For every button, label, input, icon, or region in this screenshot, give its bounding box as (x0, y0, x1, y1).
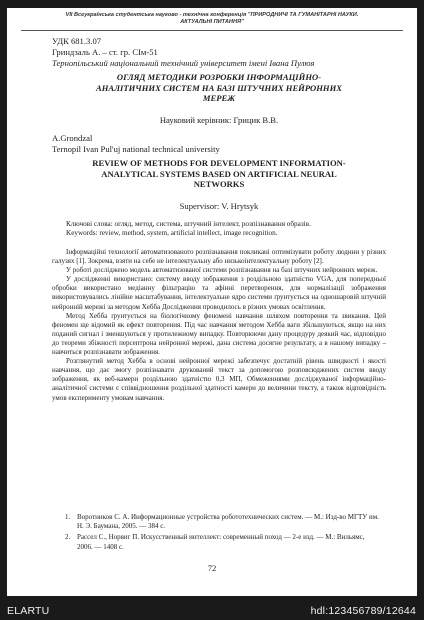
author-block-ua (52, 36, 386, 69)
title-en-line: REVIEW OF METHODS FOR DEVELOPMENT INFORMATION- (92, 158, 346, 168)
keywords-block (52, 220, 386, 238)
document-page (7, 8, 417, 596)
title-en-line: NETWORKS (193, 179, 245, 189)
affiliation-en: Ternopil Ivan Pul'uj national technical university (52, 144, 220, 154)
body-paragraph: Розглянутий метод Хебба в основі нейронної мережі забезпечує достатній рівень швидкості і якості навчання, що дає змогу розпізнавати друкований текст за допомогою розповсюджених систем вводу зображення, як веб-камери роздільною здатністю 0,3 МП, Обмеженнями досліджуваної інформаційно-аналітичної системи є співвідношення роздільної здатності камери до величини тексту, а також відповідність умов експерименту умовам навчання. (52, 357, 386, 402)
supervisor-en: Supervisor: V. Hrytsyk (179, 201, 259, 211)
reference-number: 2. (65, 533, 71, 542)
title-ua-line: МЕРЕЖ (202, 93, 236, 103)
keywords-ua: Ключові слова: огляд, метод, система, штучний інтелект, розпізнавання образів. (66, 220, 311, 228)
title-ua-line: АНАЛІТИЧНИХ СИСТЕМ НА БАЗІ ШТУЧНИХ НЕЙРОННИХ (95, 82, 342, 93)
body-text (52, 248, 386, 403)
conference-header-line2: АКТУАЛЬНІ ПИТАННЯ" (180, 19, 244, 25)
reference-number: 1. (65, 513, 71, 521)
title-ua-line: ОГЛЯД МЕТОДИКИ РОЗРОБКИ ІНФОРМАЦІЙНО- (116, 72, 322, 82)
body-paragraph: Інформаційні технології автоматизованого розпізнавання покликані оптимізувати роботу людини у різних галузях [1]. Зокрема, взяти на себе не інтелектуальну або низькоінтелектуальну роботу [2]. (52, 248, 386, 266)
handle-identifier: hdl:123456789/12644 (310, 605, 416, 617)
affiliation-ua: Тернопільський національний технічний університет імені Івана Пулюя (52, 58, 315, 68)
keywords-en: Keywords: review, method, system, artificial intellect, image recognition. (66, 229, 278, 237)
conference-header-line1: VIІ Всеукраїнська студентська науково - технічна конференція "ПРИРОДНИЧІ ТА ГУМАНІТАРНІ НАУКИ. (65, 12, 359, 18)
references-list (65, 513, 381, 554)
udc-code: УДК 681.3.07 (52, 36, 102, 46)
author-en: A.Grondzal (52, 133, 93, 143)
supervisor-ua: Науковий керівник: Грицик В.В. (159, 115, 279, 125)
reference-item (65, 533, 381, 551)
header-divider (21, 30, 403, 31)
title-ua (52, 72, 386, 104)
author-ua: Гриндзаль А. – ст. гр. СІм-51 (52, 47, 158, 57)
author-block-en (52, 133, 386, 155)
conference-header (17, 12, 407, 26)
body-paragraph: У дослідженні використано: систему вводу зображення з роздільною здатністю VGA, для попередньої обробки використано медіанну фільтрацію та афінні перетворення, для нормалізації зображення використовувались лінійне масштабування, інтелектуальне ядро системи ґрунтується на одношаровій штучній нейронній мережі за методом Хебба Дослідження проводилось в різних умовах освітлення. (52, 275, 386, 311)
reference-item (65, 513, 381, 531)
reference-text: Рассел С., Норвиг П. Искусственный интеллект: современный поход — 2-е изд. — М.: Вильямс, 2006. — 1408 с. (77, 533, 365, 551)
body-paragraph: У роботі досліджено модель автоматизованої системи розпізнавання на базі штучних нейронних мереж. (66, 266, 378, 275)
repository-label: ELARTU (7, 605, 50, 617)
body-paragraph: Метод Хебба ґрунтується на біологічному феномені навчання шляхом повторення та звикання. Цей феномен ще відомий як ефект повторення. Під час навчання методом Хебба ваги збільшуються, якщо на них поданий сигнал і зменшуються у протилежному випадку. Повторюючи дану процедуру деякий час, відповідно до теореми збіжності персептрона нейронної мережі, дана система досягне результату, а в нашому випадку – навчиться розпізнавати зображення. (52, 311, 386, 357)
page-number: 72 (207, 563, 217, 573)
title-en-line: ANALYTICAL SYSTEMS BASED ON ARTIFICIAL NEURAL (101, 168, 337, 179)
reference-text: Воротников С. А. Информационные устройства робототехнических систем. — М.: Изд-во МГТУ им. Н. Э. Баумана, 2005. — 384 с. (77, 513, 379, 531)
title-en (52, 158, 386, 190)
